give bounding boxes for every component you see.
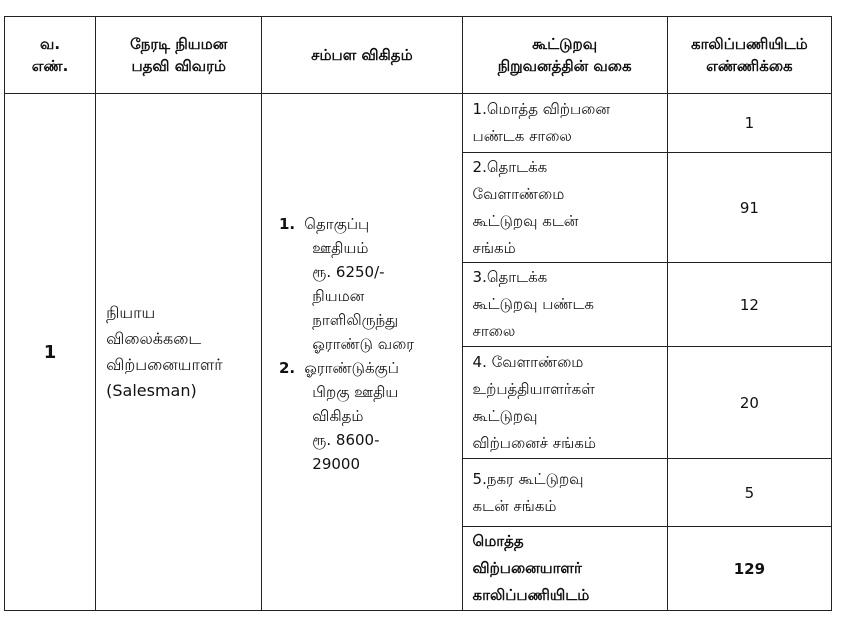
vacancy-table	[4, 16, 832, 611]
pay-line: ரூ. 8600-	[312, 431, 380, 449]
post-line: நியாய	[106, 303, 156, 322]
serial-number: 1	[5, 94, 96, 611]
type-line: வேளாண்மை	[472, 184, 565, 203]
header-post	[96, 17, 262, 94]
pay-scale	[262, 94, 462, 611]
type-line: 1.மொத்த விற்பனை	[472, 100, 610, 118]
type-line: சங்கம்	[472, 238, 516, 257]
table-row	[5, 94, 832, 153]
society-type	[462, 459, 667, 527]
type-line: பண்டக சாலை	[472, 127, 572, 145]
post-line: விற்பனையாளர்	[106, 355, 223, 374]
post-line: விலைக்கடை	[106, 329, 202, 348]
pay-line: நாளிலிருந்து	[312, 311, 399, 329]
pay-line: பிறகு ஊதிய	[312, 383, 399, 401]
post-details	[96, 94, 262, 611]
total-line: காலிப்பணியிடம்	[472, 586, 590, 604]
vacancy-count: 12	[667, 263, 831, 347]
type-line: உற்பத்தியாளர்கள்	[472, 379, 595, 398]
pay-line: ஓராண்டுக்குப்	[304, 359, 399, 377]
total-count: 129	[667, 527, 831, 611]
post-line: (Salesman)	[106, 381, 197, 400]
header-pay	[262, 17, 462, 94]
header-sno-line: எண்.	[31, 57, 69, 75]
header-society-type	[462, 17, 667, 94]
type-line: 2.தொடக்க	[472, 157, 548, 176]
pay-line: 29000	[312, 455, 361, 473]
pay-line: நியமன	[312, 287, 365, 305]
society-type	[462, 347, 667, 459]
header-count-line: காலிப்பணியிடம்	[691, 35, 808, 53]
society-type	[462, 153, 667, 263]
pay-line: விகிதம்	[312, 407, 364, 425]
pay-item	[300, 356, 461, 476]
header-sno-line: வ.	[40, 35, 61, 53]
pay-line: ஊதியம்	[312, 239, 369, 257]
type-line: சாலை	[472, 322, 516, 340]
pay-item	[300, 212, 461, 356]
header-pay-line: சம்பள விகிதம்	[311, 46, 413, 64]
pay-line: ஓராண்டு வரை	[312, 335, 415, 353]
type-line: கூட்டுறவு பண்டக	[472, 295, 595, 313]
total-line: விற்பனையாளர்	[472, 559, 582, 577]
type-line: 4. வேளாண்மை	[472, 352, 584, 371]
header-row	[5, 17, 832, 94]
total-label	[462, 527, 667, 611]
type-line: விற்பனைச் சங்கம்	[472, 433, 596, 452]
pay-line: தொகுப்பு	[304, 215, 370, 233]
header-type-line: கூட்டுறவு	[532, 35, 598, 53]
type-line: 3.தொடக்க	[472, 268, 548, 286]
type-line: கடன் சங்கம்	[472, 496, 557, 515]
header-sno	[5, 17, 96, 94]
society-type	[462, 94, 667, 153]
type-line: 5.நகர கூட்டுறவு	[472, 469, 584, 488]
header-count-line: எண்ணிக்கை	[706, 57, 793, 75]
society-type	[462, 263, 667, 347]
type-line: கூட்டுறவு	[472, 406, 538, 425]
pay-line: ரூ. 6250/-	[312, 263, 385, 281]
vacancy-count: 5	[667, 459, 831, 527]
vacancy-count: 20	[667, 347, 831, 459]
header-post-line: நேரடி நியமன	[130, 35, 228, 53]
total-line: மொத்த	[472, 532, 524, 550]
type-line: கூட்டுறவு கடன்	[472, 211, 579, 230]
vacancy-count: 91	[667, 153, 831, 263]
header-post-line: பதவி விவரம்	[131, 57, 226, 75]
header-type-line: நிறுவனத்தின் வகை	[497, 57, 632, 75]
vacancy-count: 1	[667, 94, 831, 153]
header-vacancies	[667, 17, 831, 94]
